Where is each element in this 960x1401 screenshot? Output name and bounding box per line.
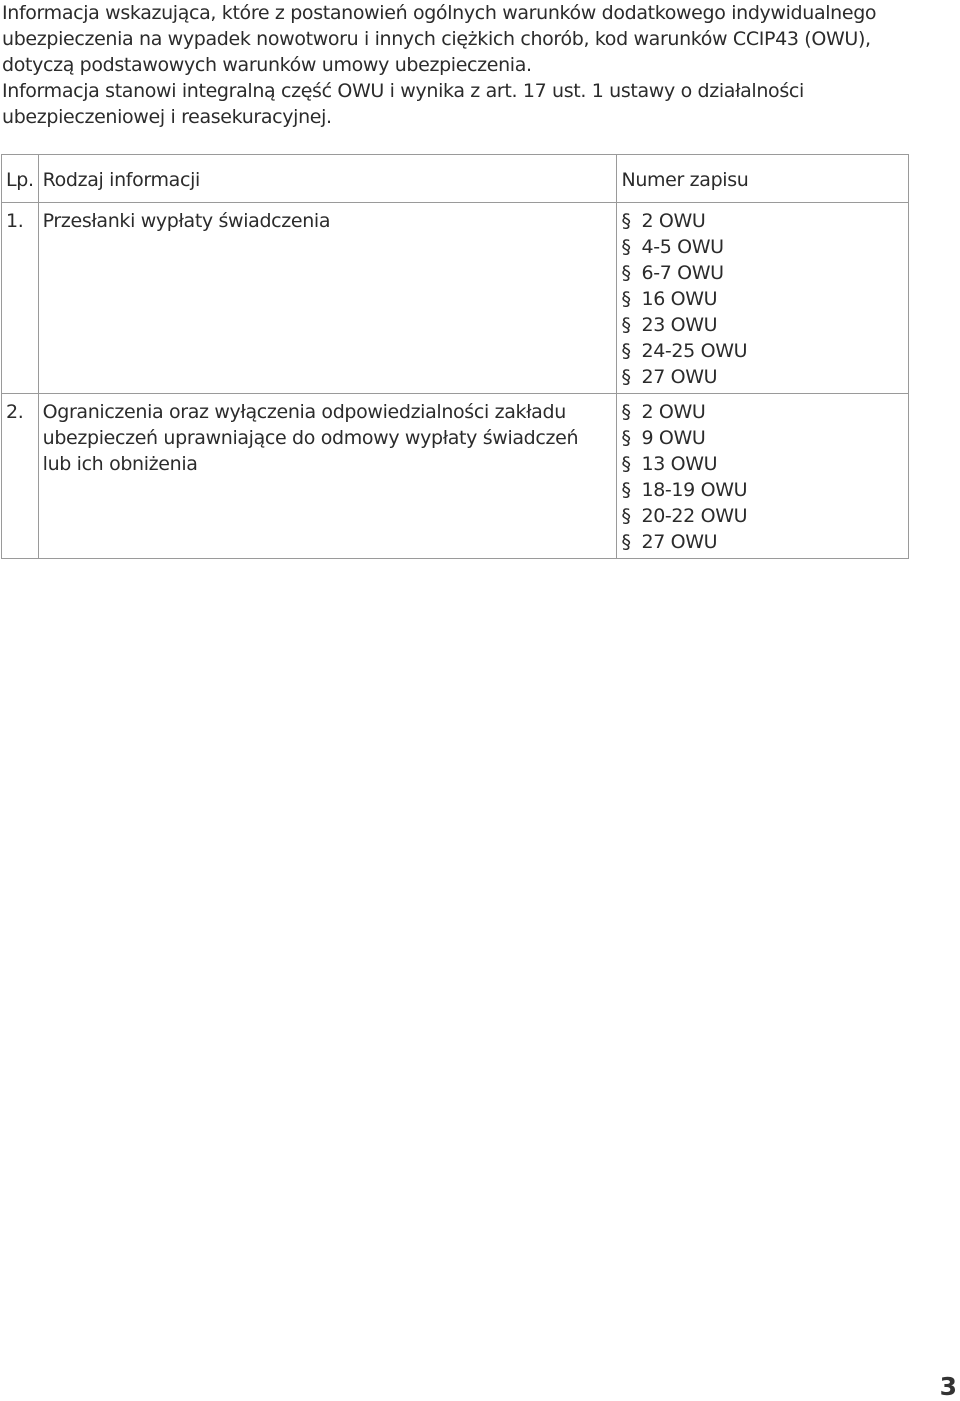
row-lp: 2. bbox=[2, 394, 39, 559]
ref-text: 20-22 OWU bbox=[641, 505, 748, 527]
row-refs bbox=[617, 394, 909, 559]
ref-text: 2 OWU bbox=[641, 401, 706, 423]
ref-item bbox=[621, 312, 904, 338]
ref-text: 27 OWU bbox=[641, 366, 718, 388]
ref-item bbox=[621, 425, 904, 451]
ref-item bbox=[621, 477, 904, 503]
ref-item bbox=[621, 399, 904, 425]
row-type bbox=[38, 394, 617, 559]
header-number: Numer zapisu bbox=[617, 155, 909, 203]
section-sign: § bbox=[621, 236, 631, 258]
section-sign: § bbox=[621, 210, 631, 232]
table-row bbox=[2, 203, 909, 394]
intro-line: dotyczą podstawowych warunków umowy ubezpieczenia. bbox=[2, 54, 532, 76]
row-type-line: lub ich obniżenia bbox=[42, 453, 198, 475]
ref-text: 6-7 OWU bbox=[641, 262, 724, 284]
intro-text bbox=[2, 0, 952, 130]
ref-item bbox=[621, 338, 904, 364]
row-type-line: Ograniczenia oraz wyłączenia odpowiedzialności zakładu bbox=[42, 401, 566, 423]
section-sign: § bbox=[621, 479, 631, 501]
section-sign: § bbox=[621, 427, 631, 449]
ref-text: 9 OWU bbox=[641, 427, 706, 449]
section-sign: § bbox=[621, 531, 631, 553]
row-type-line: Przesłanki wypłaty świadczenia bbox=[42, 210, 331, 232]
ref-text: 27 OWU bbox=[641, 531, 718, 553]
intro-line: ubezpieczeniowej i reasekuracyjnej. bbox=[2, 106, 332, 128]
table-header-row bbox=[2, 155, 909, 203]
header-type: Rodzaj informacji bbox=[38, 155, 617, 203]
section-sign: § bbox=[621, 366, 631, 388]
row-lp: 1. bbox=[2, 203, 39, 394]
ref-item bbox=[621, 286, 904, 312]
ref-text: 4-5 OWU bbox=[641, 236, 724, 258]
row-type bbox=[38, 203, 617, 394]
ref-item bbox=[621, 503, 904, 529]
ref-item bbox=[621, 364, 904, 390]
ref-item bbox=[621, 451, 904, 477]
information-table bbox=[1, 154, 909, 559]
row-refs bbox=[617, 203, 909, 394]
section-sign: § bbox=[621, 401, 631, 423]
row-type-line: ubezpieczeń uprawniające do odmowy wypłaty świadczeń bbox=[42, 427, 579, 449]
ref-item bbox=[621, 208, 904, 234]
ref-item bbox=[621, 260, 904, 286]
ref-text: 13 OWU bbox=[641, 453, 718, 475]
section-sign: § bbox=[621, 262, 631, 284]
ref-item bbox=[621, 529, 904, 555]
ref-item bbox=[621, 234, 904, 260]
header-lp: Lp. bbox=[2, 155, 39, 203]
section-sign: § bbox=[621, 505, 631, 527]
ref-text: 23 OWU bbox=[641, 314, 718, 336]
intro-line: Informacja stanowi integralną część OWU i wynika z art. 17 ust. 1 ustawy o działalności bbox=[2, 80, 804, 102]
intro-line: ubezpieczenia na wypadek nowotworu i innych ciężkich chorób, kod warunków CCIP43 (OWU), bbox=[2, 28, 871, 50]
section-sign: § bbox=[621, 288, 631, 310]
section-sign: § bbox=[621, 340, 631, 362]
table-row bbox=[2, 394, 909, 559]
intro-line: Informacja wskazująca, które z postanowień ogólnych warunków dodatkowego indywidualnego bbox=[2, 2, 877, 24]
ref-text: 2 OWU bbox=[641, 210, 706, 232]
ref-text: 16 OWU bbox=[641, 288, 718, 310]
section-sign: § bbox=[621, 314, 631, 336]
ref-text: 24-25 OWU bbox=[641, 340, 748, 362]
section-sign: § bbox=[621, 453, 631, 475]
page-number: 3 bbox=[939, 1372, 957, 1401]
ref-text: 18-19 OWU bbox=[641, 479, 748, 501]
